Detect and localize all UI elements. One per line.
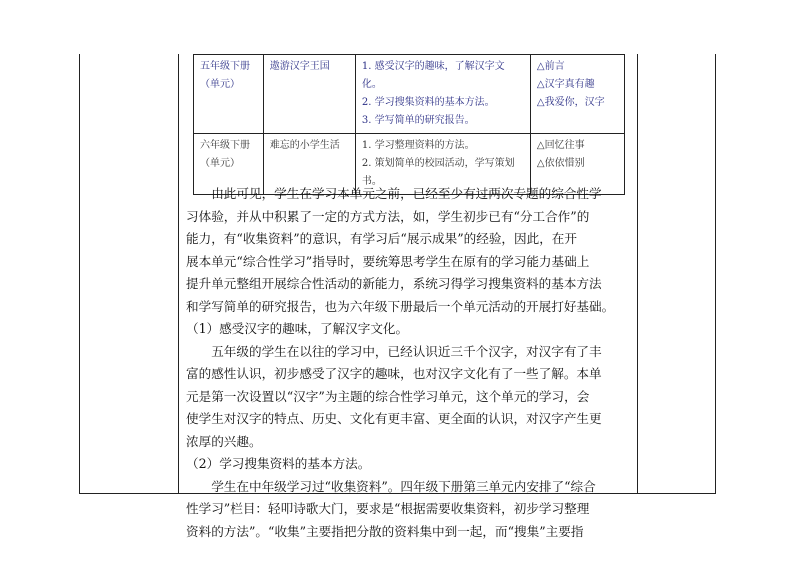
text-line: 资料的方法”。“收集”主要指把分散的资料集中到一起，而“搜集”主要指: [186, 523, 584, 539]
text-line: 提升单元整组开展综合性活动的新能力，系统习得学习搜集资料的基本方法: [186, 276, 602, 291]
grade-sub: （单元）: [200, 158, 240, 169]
sections-cell: [530, 55, 624, 134]
section-heading: （1）感受汉字的趣味，了解汉字文化。: [186, 321, 409, 336]
text-line: 五年级的学生在以往的学习中，已经认识近三千个汉字，对汉字有了丰: [186, 343, 602, 359]
goal-item: 1. 感受汉字的趣味，了解汉字文化。: [361, 61, 505, 90]
text-line: 能力，有“收集资料”的意识，有学习后“展示成果”的经验，因此，在开: [186, 231, 577, 246]
grade-cell: [194, 55, 264, 134]
theme-label: 遨游汉字王国: [269, 61, 330, 72]
section-item: △我爱你，汉字: [536, 97, 605, 108]
section-item: △汉字真有趣: [536, 79, 595, 90]
text-line: 习体验，并从中积累了一定的方式方法，如，学生初步已有“分工合作”的: [186, 208, 590, 224]
text-line: 浓厚的兴趣。: [186, 433, 262, 449]
goal-item: 2. 策划简单的校园活动，学写策划书。: [361, 158, 515, 187]
text-line: 使学生对汉字的特点、历史、文化有更丰富、更全面的认识，对汉字产生更: [186, 411, 602, 426]
grade-sub: （单元）: [200, 79, 240, 90]
goals-cell: [355, 55, 530, 134]
text-line: 和学写简单的研究报告，也为六年级下册最后一个单元活动的开展打好基础。: [186, 298, 615, 314]
body-text: [186, 183, 631, 543]
section-item: △依依惜别: [536, 158, 585, 169]
text-line: 学生在中年级学习过“收集资料”。四年级下册第三单元内安排了“综合: [186, 478, 596, 494]
goal-item: 2. 学习搜集资料的基本方法。: [361, 97, 495, 108]
text-line: 性学习”栏目：轻叩诗歌大门，要求是“根据需要收集资料，初步学习整理: [186, 501, 590, 516]
text-line: 富的感性认识，初步感受了汉字的趣味，也对汉字文化有了一些了解。本单: [186, 366, 602, 381]
theme-label: 难忘的小学生活: [269, 140, 340, 151]
theme-cell: [263, 55, 355, 134]
text-line: 展本单元“综合性学习”指导时，要统筹思考学生在原有的学习能力基础上: [186, 253, 590, 269]
goal-item: 1. 学习整理资料的方法。: [361, 140, 475, 151]
grade-label: 六年级下册: [200, 140, 250, 151]
text-line: 元是第一次设置以“汉字”为主题的综合性学习单元，这个单元的学习，会: [186, 388, 590, 404]
grade-label: 五年级下册: [200, 61, 250, 72]
unit-comparison-table: [193, 54, 625, 195]
left-column-rule: [178, 54, 179, 494]
section-item: △回忆往事: [536, 140, 585, 151]
goal-item: 3. 学写简单的研究报告。: [361, 115, 475, 126]
table-row: [194, 55, 625, 134]
section-heading: （2）学习搜集资料的基本方法。: [186, 456, 371, 471]
right-column-rule: [637, 54, 638, 494]
text-line: 由此可见，学生在学习本单元之前，已经至少有过两次专题的综合性学: [186, 186, 602, 201]
section-item: △前言: [536, 61, 565, 72]
